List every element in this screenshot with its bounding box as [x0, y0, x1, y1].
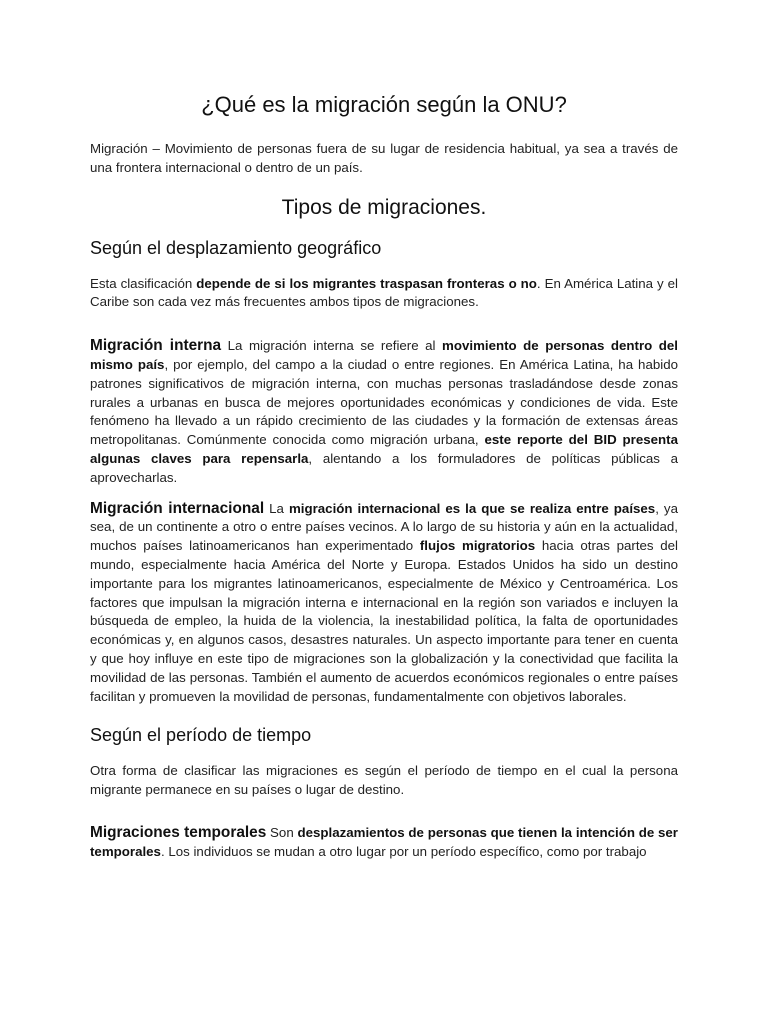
- internacional-text-b: , ya sea, de un continente a otro o entre países vecinos. A lo largo de su historia y aún en la actualidad, muchos países latinoamericanos han experimentado: [90, 500, 678, 554]
- heading-time-period: Según el período de tiempo: [90, 725, 312, 746]
- internacional-text-a: La: [264, 500, 289, 516]
- geo-bold: depende de si los migrantes traspasan fronteras o no: [196, 275, 537, 291]
- interna-paragraph: [90, 337, 678, 487]
- document-page: [90, 92, 678, 862]
- temporales-paragraph: [90, 824, 678, 862]
- internacional-text-c: hacia otras partes del mundo, especialmente hacia América del Norte y Europa. Estados Unidos ha sido un destino importante para los migrantes latinoamericanos, especialmente de México y Centroamérica. Los factores que impulsan la migración interna e internacional en la región son variados e incluyen la búsqueda de empleo, la huida de la violencia, la inestabilidad política, la falta de oportunidades económicas y, en algunos casos, desastres naturales. Un aspecto importante para tener en cuenta y que hoy influye en este tipo de migraciones son la globalización y la conectividad que facilita la movilidad de las personas. También el aumento de acuerdos económicos regionales o entre países facilitan y promueven la movilidad de personas, fundamentalmente con objetivos laborales.: [90, 538, 678, 704]
- section-title: Tipos de migraciones.: [281, 195, 487, 219]
- interna-lead: Migración interna: [90, 337, 222, 355]
- intro-paragraph: Migración – Movimiento de personas fuera de su lugar de residencia habitual, ya sea a través de una frontera internacional o dentro de un país.: [90, 141, 678, 175]
- internacional-bold-1: migración internacional es la que se realiza entre países: [288, 500, 656, 516]
- internacional-paragraph: [90, 500, 678, 707]
- geo-text-a: Esta clasificación: [90, 275, 197, 291]
- tiempo-paragraph: Otra forma de clasificar las migraciones es según el período de tiempo en el cual la persona migrante permanece en su países o lugar de destino.: [90, 763, 678, 798]
- page-title: ¿Qué es la migración según la ONU?: [201, 92, 567, 117]
- interna-bold-2: este reporte del BID presenta algunas claves para repensarla: [90, 432, 678, 466]
- interna-text-b: , por ejemplo, del campo a la ciudad o entre regiones. En América Latina, ha habido patrones significativos de migración interna, con muchas personas trasladándose desde zonas rurales a urbanas en busca de mejores oportunidades económicas y condiciones de vida. Este fenómeno ha llevado a un rápido crecimiento de las ciudades y la formación de extensas áreas metropolitanas. Comúnmente conocida como migración urbana,: [90, 356, 678, 448]
- interna-bold-1: movimiento de personas dentro del mismo país: [90, 338, 678, 372]
- geo-text-b: . En América Latina y el Caribe son cada vez más frecuentes ambos tipos de migraciones.: [90, 275, 678, 310]
- geo-paragraph: [90, 275, 678, 313]
- interna-text-c: , alentando a los formuladores de políticas públicas a aprovecharlas.: [90, 450, 678, 485]
- temporales-lead: Migraciones temporales: [90, 823, 267, 841]
- temporales-text-b: . Los individuos se mudan a otro lugar por un período específico, como por trabajo: [160, 843, 647, 859]
- heading-geographic: Según el desplazamiento geográfico: [90, 237, 382, 258]
- internacional-bold-2: flujos migratorios: [419, 538, 536, 554]
- interna-text-a: La migración interna se refiere al: [221, 338, 443, 354]
- temporales-bold-1: desplazamientos de personas que tienen la intención de ser temporales: [90, 824, 678, 859]
- temporales-text-a: Son: [266, 824, 298, 840]
- internacional-lead: Migración internacional: [90, 499, 265, 517]
